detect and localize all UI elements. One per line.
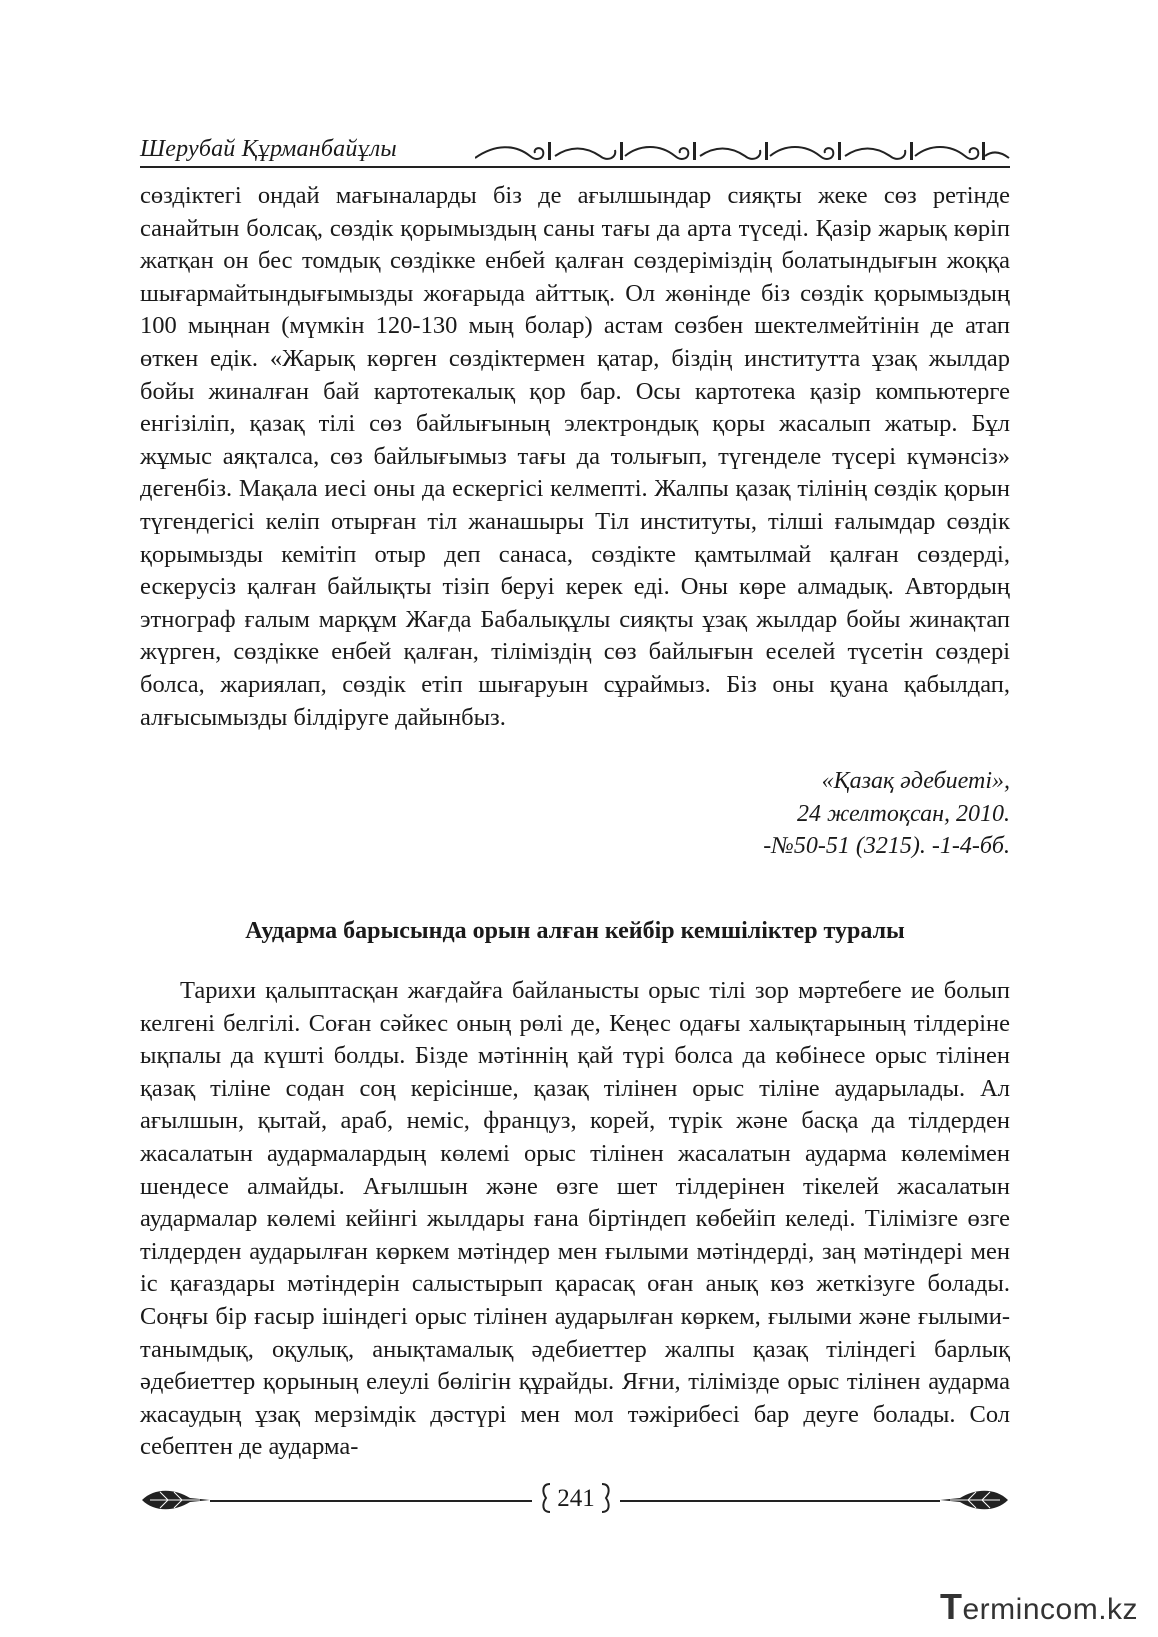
footer-rule-right bbox=[620, 1500, 940, 1502]
citation-line-1: «Қазақ әдебиеті», bbox=[821, 768, 1010, 794]
source-citation bbox=[763, 765, 1010, 863]
citation-line-2: 24 желтоқсан, 2010. bbox=[796, 800, 1010, 827]
footer-rule-left bbox=[210, 1500, 532, 1502]
leaf-ornament-left-icon bbox=[140, 1484, 212, 1516]
header-rule bbox=[140, 166, 1010, 168]
section-title: Аударма барысында орын алған кейбір кемшіліктер туралы bbox=[245, 918, 905, 944]
body-paragraph-2: Тарихи қалыптасқан жағдайға байланысты орыс тілі зор мәртебеге ие болып келгені белгілі. Соған сәйкес оның рөлі де, Кеңес одағы халықтарының тілдеріне ықпалы да күшті болды. Бізде мәтіннің қай түрі болса да көбінесе орыс тілінен қазақ тіліне содан соң керісінше, қазақ тілінен орыс тіліне аударылады. Ал ағылшын, қытай, араб, неміс, француз, корей, түрік және басқа да тілдерден жасалатын аудармалардың көлемі орыс тілінен жасалатын аударма көлемімен шендесе алмайды. Ағылшын және өзге шет тілдерінен тікелей жасалатын аудармалар көлемі кейінгі жылдары ғана біртіндеп көбейіп келеді. Тілімізге өзге тілдерден аударылған көркем мәтіндер мен ғылыми мәтіндерді, заң мәтіндері мен іс қағаздары мәтіндерін салыстырып қарасақ оған анық көз жеткізуге болады. Соңғы бір ғасыр ішіндегі орыс тілінен аударылған көркем, ғылыми және ғылыми-танымдық, оқулық, анықтамалық әдебиеттер жалпы қазақ тіліндегі барлық әдебиеттер қорының елеулі бөлігін құрайды. Яғни, тілімізде орыс тілінен аударма жасаудың ұзақ мерзімдік дәстүрі мен мол тәжірибесі бар деуге болады. Сол себептен де аударма- bbox=[140, 977, 1010, 1461]
watermark-text: ermincom.kz bbox=[962, 1593, 1139, 1626]
leaf-ornament-right-icon bbox=[938, 1484, 1010, 1516]
page-header bbox=[140, 130, 1010, 170]
page-footer bbox=[140, 1480, 1010, 1520]
body-paragraph-1: сөздіктегі ондай мағыналарды біз де ағылшындар сияқты жеке сөз ретінде санайтын болсақ, сөздік қорымыздың саны тағы да арта түседі. Қазір жарық көріп жатқан он бес томдық сөздікке енбей қалған сөздеріміздің болатындығын жоққа шығармайтындығымызды жоғарыда айттық. Ол жөнінде біз сөздік қорымыздың 100 мыңнан (мүмкін 120-130 мың болар) астам сөзбен шектелмейтінін де атап өткен едік. «Жарық көрген сөздіктермен қатар, біздің институтта ұзақ жылдар бойы жиналған бай картотекалық қор бар. Осы картотека қазір компьютерге енгізіліп, қазақ тілі сөз байлығының электрондық қоры жасалып жатыр. Бұл жұмыс аяқталса, сөз байлығымыз тағы да толығып, түгенделе түсері күмәнсіз» дегенбіз. Мақала иесі оны да ескергісі келмепті. Жалпы қазақ тілінің сөздік қорын түгендегісі келіп отырған тіл жанашыры Тіл институты, тілші ғалымдар сөздік қорымызды кемітіп отыр деп санаса, сөздікте қамтылмай қалған сөздерді, ескерусіз қалған байлықты тізіп беруі керек еді. Оны көре алмадық. Автордың этнограф ғалым марқұм Жағда Бабалықұлы сияқты ұзақ жылдар бойы жинақтап жүрген, сөздікке енбей қалған, тіліміздің сөз байлығын еселей түсетін сөздері болса, жариялап, сөздік етіп шығаруын сұраймыз. Біз оны қуана қабылдап, алғысымызды білдіруге дайынбыз. bbox=[140, 182, 1010, 731]
watermark-initial: T bbox=[940, 1586, 963, 1627]
citation-line-3: -№50-51 (3215). -1-4-бб. bbox=[763, 833, 1010, 859]
header-ornament-icon bbox=[475, 134, 1010, 168]
running-title: Шерубай Құрманбайұлы bbox=[140, 136, 397, 162]
site-watermark bbox=[940, 1586, 1138, 1628]
page-number: 241 bbox=[557, 1485, 595, 1512]
